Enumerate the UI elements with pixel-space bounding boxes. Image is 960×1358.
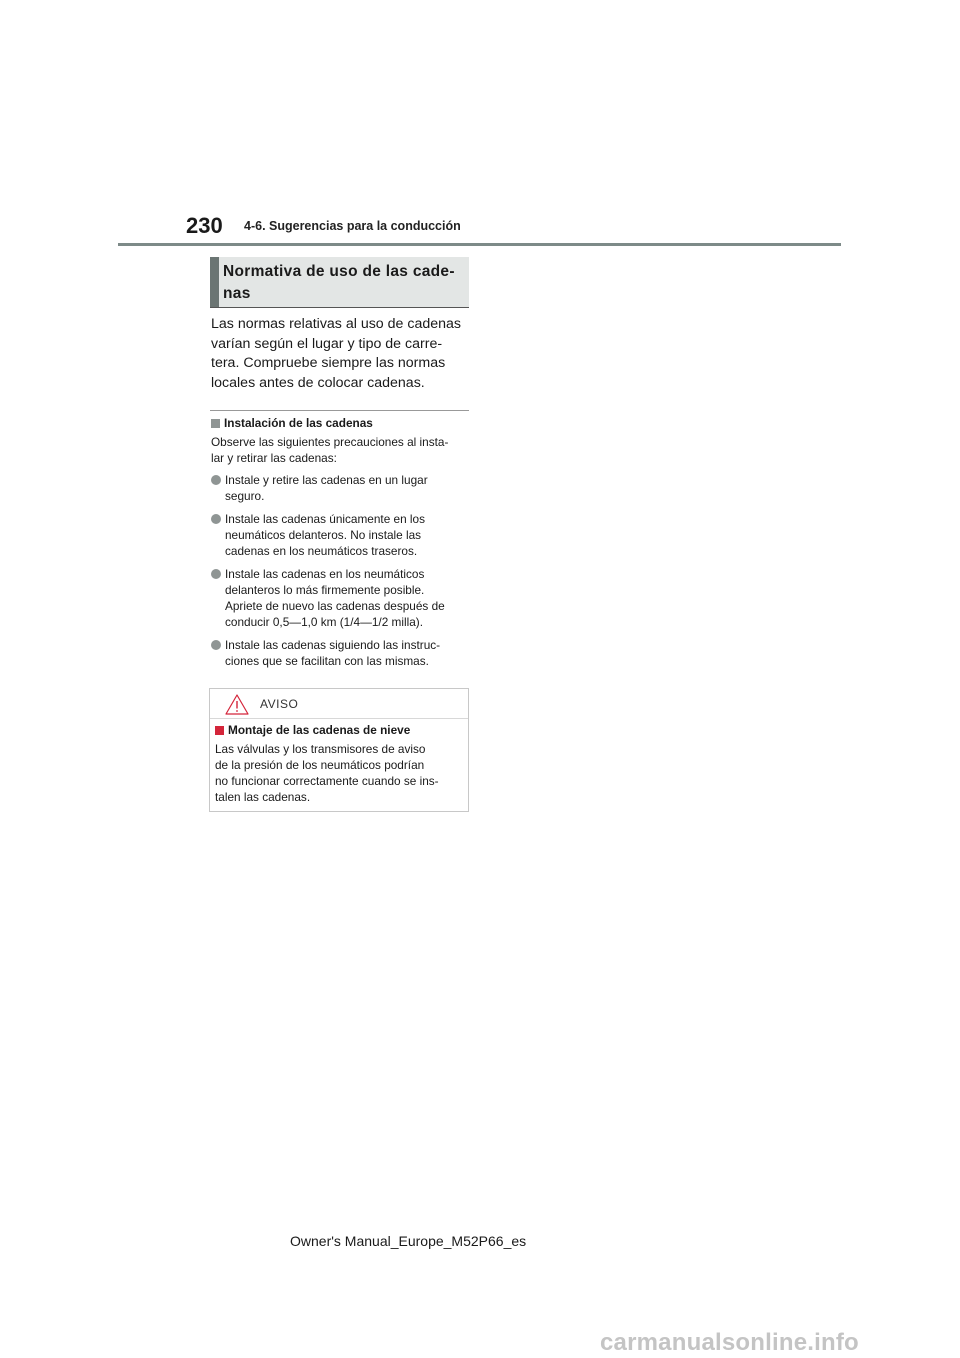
heading-line: nas	[223, 285, 251, 302]
list-item	[211, 566, 473, 630]
list-item-line: conducir 0,5—1,0 km (1/4—1/2 milla).	[225, 615, 424, 629]
warning-triangle-icon	[225, 694, 249, 715]
heading-accent-bar	[210, 257, 219, 307]
footer-text: Owner's Manual_Europe_M52P66_es	[290, 1233, 527, 1249]
list-item-line: Instale las cadenas siguiendo las instruc-	[225, 638, 441, 652]
circle-bullet-icon	[211, 640, 221, 650]
list-item-line: Apriete de nuevo las cadenas después de	[225, 599, 445, 613]
aviso-header	[210, 689, 468, 719]
sub-rule	[210, 410, 469, 411]
header-rule	[118, 243, 841, 246]
intro-line: locales antes de colocar cadenas.	[211, 374, 425, 391]
section-title: 4-6. Sugerencias para la conducción	[244, 219, 461, 233]
aviso-subheading	[215, 723, 410, 737]
circle-bullet-icon	[211, 569, 221, 579]
list-item-line: Instale las cadenas únicamente en los	[225, 512, 426, 526]
installation-intro-line: Observe las siguientes precauciones al insta-	[211, 435, 449, 449]
list-item	[211, 637, 473, 669]
circle-bullet-icon	[211, 514, 221, 524]
list-item-line: Instale y retire las cadenas en un lugar	[225, 473, 428, 487]
aviso-box	[209, 688, 469, 812]
circle-bullet-icon	[211, 475, 221, 485]
aviso-line: no funcionar correctamente cuando se ins-	[215, 774, 439, 788]
intro-line: varían según el lugar y tipo de carre-	[211, 335, 443, 352]
aviso-title: Montaje de las cadenas de nieve	[228, 723, 411, 737]
installation-heading	[211, 416, 373, 430]
precautions-list	[211, 472, 473, 676]
intro-paragraph	[211, 315, 473, 393]
page-number: 230	[186, 213, 223, 238]
watermark: carmanualsonline.info	[600, 1329, 859, 1356]
aviso-line: talen las cadenas.	[215, 790, 311, 804]
square-bullet-icon	[211, 419, 220, 428]
red-square-bullet-icon	[215, 726, 224, 735]
list-item-line: seguro.	[225, 489, 265, 503]
list-item-line: delanteros lo más firmemente posible.	[225, 583, 425, 597]
list-item	[211, 511, 473, 559]
list-item-line: cadenas en los neumáticos traseros.	[225, 544, 418, 558]
intro-line: tera. Compruebe siempre las normas	[211, 355, 446, 371]
intro-line: Las normas relativas al uso de cadenas	[211, 316, 461, 332]
aviso-label: AVISO	[260, 697, 299, 711]
heading-text	[223, 261, 463, 305]
aviso-line: Las válvulas y los transmisores de aviso	[215, 742, 426, 756]
installation-intro	[211, 434, 473, 466]
heading-box	[210, 257, 469, 308]
list-item-line: neumáticos delanteros. No instale las	[225, 528, 422, 542]
aviso-line: de la presión de los neumáticos podrían	[215, 758, 425, 772]
heading-line: Normativa de uso de las cade-	[223, 263, 455, 280]
aviso-body	[215, 741, 467, 805]
list-item	[211, 472, 473, 504]
list-item-line: Instale las cadenas en los neumáticos	[225, 567, 425, 581]
list-item-line: ciones que se facilitan con las mismas.	[225, 654, 429, 668]
installation-title: Instalación de las cadenas	[224, 416, 373, 430]
installation-intro-line: lar y retirar las cadenas:	[211, 451, 337, 465]
